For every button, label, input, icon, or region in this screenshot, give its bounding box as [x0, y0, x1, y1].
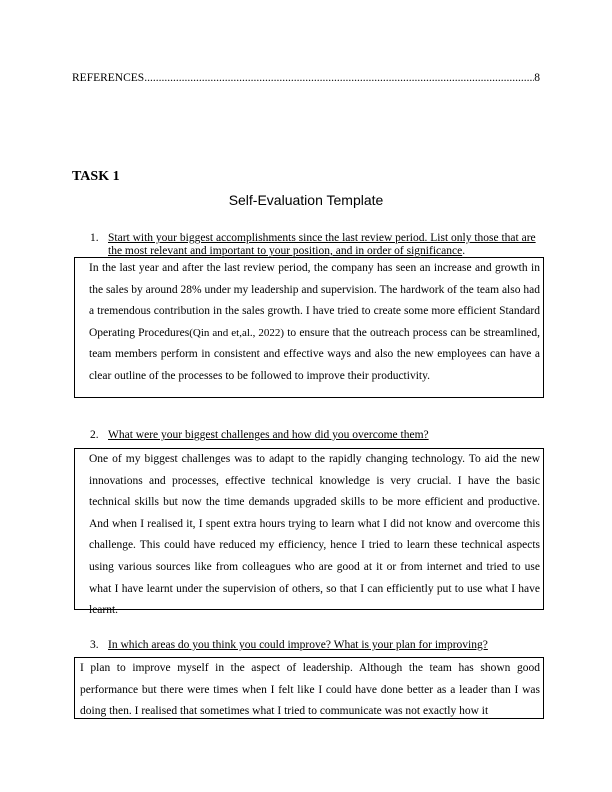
answer-text-part: In the last year and after the last review period, the company has seen an increase and growth in the sales by around 28% under my leadership and supervision. The hardwork of the team also had a tremendous contribution in the sales growth. I have tried to create some more efficient Standard Operating Procedures — [89, 262, 540, 339]
answer-box-2 — [74, 448, 544, 617]
task-heading: TASK 1 — [72, 169, 120, 184]
answer-text: I plan to improve myself in the aspect of leadership. Although the team has shown good performance but there were times when I felt like I could have done better as a leader than I was doing then. I realised that sometimes what I tried to communicate was not exactly how it — [80, 662, 540, 718]
answer-box-3 — [74, 657, 544, 719]
toc-page-number: 8 — [534, 72, 540, 84]
answer-text — [89, 258, 540, 388]
question-text: In which areas do you think you could improve? What is your plan for improving? — [108, 639, 488, 651]
question-suffix: . — [462, 245, 466, 257]
question-text: What were your biggest challenges and how did you overcome them? — [108, 429, 429, 441]
answer-box-1 — [74, 257, 544, 398]
toc-label: REFERENCES — [72, 72, 145, 84]
citation: (Qin and et,al., 2022) — [189, 326, 285, 339]
answer-text-part: to ensure that the outreach process can be streamlined, team members perform in consistent and effective ways and also the new employees can have a clear outline of the processes to be followed to improve their productivity. — [89, 326, 540, 382]
question-text: Start with your biggest accomplishments since the last review period. List only those that are the most relevant and important to your position, and in order of significance — [108, 232, 536, 257]
question-2 — [90, 429, 542, 442]
question-number: 1. — [90, 232, 99, 244]
template-title: Self-Evaluation Template — [228, 192, 384, 208]
question-number: 2. — [90, 429, 99, 441]
question-number: 3. — [90, 639, 99, 651]
answer-text: One of my biggest challenges was to adapt to the rapidly changing technology. To aid the new innovations and processes, effective technical knowledge is very crucial. I have the basic technical skills but now the time demands upgraded skills to be more efficient and productive. And when I realised it, I spent extra hours trying to learn what I did not know and overcome this challenge. This could have reduced my efficiency, hence I tried to learn these technical aspects using various sources like from colleagues who are good at it or from internet and tried to use what I have learnt under the supervision of others, so that I can efficiently put to use what I have learnt. — [89, 453, 540, 617]
toc-leader-dots — [144, 72, 534, 84]
question-1 — [90, 232, 542, 258]
question-3 — [90, 639, 542, 652]
toc-entry-references[interactable] — [72, 72, 540, 84]
